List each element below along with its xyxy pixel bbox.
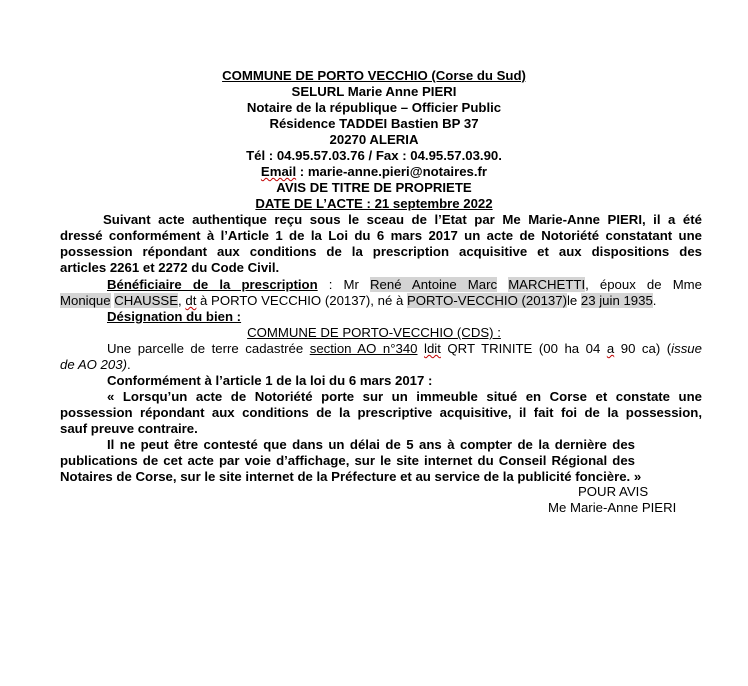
pour-avis: POUR AVIS (578, 484, 649, 499)
postcode-line: 20270 ALERIA (329, 132, 419, 147)
beneficiaire-line-1 (107, 277, 702, 293)
loi-quote-6: Notaires de Corse, sur le site internet de la Préfecture et au service de la publicité foncière. » (60, 469, 642, 484)
tel-fax-line: Tél : 04.95.57.03.76 / Fax : 04.95.57.03.90. (246, 148, 502, 163)
loi-quote-2: possession répondant aux conditions de la prescriptive acquisitive, il fait foi de la possession, (60, 405, 702, 420)
parcelle-issue: issue (671, 341, 702, 356)
parcelle-text-a: Une parcelle de terre cadastrée (107, 341, 310, 356)
beneficiaire-line-2 (60, 293, 656, 309)
intro-line-4: articles 2261 et 2272 du Code Civil. (60, 260, 280, 275)
email-label: Email (260, 164, 297, 179)
loi-quote-4: Il ne peut être contesté que dans un délai de 5 ans à compter de la dernière des (107, 437, 635, 452)
intro-line-3: possession répondant aux conditions de la prescription acquisitive et aux dispositions des (60, 244, 702, 259)
date-naissance: 23 juin 1935 (580, 293, 653, 308)
parcelle-issue-2: de AO 203) (60, 357, 127, 372)
selurl-line: SELURL Marie Anne PIERI (291, 84, 457, 99)
loi-quote-5: publications de cet acte par voie d’affichage, sur le site internet du Conseil Régional des (60, 453, 635, 468)
parcelle-ldit: ldit (424, 341, 441, 356)
parcelle-text-c: 90 ca) ( (614, 341, 672, 356)
le-word: le (566, 293, 581, 308)
loi-quote-1: « Lorsqu’un acte de Notoriété porte sur un immeuble situé en Corse et constate une (107, 389, 702, 404)
conjoint-nom: CHAUSSE (114, 293, 179, 308)
intro-line-2: dressé conformément à l’Article 1 de la Loi du 6 mars 2017 un acte de Notoriété constatant une (60, 228, 702, 243)
loi-quote-3: sauf preuve contraire. (60, 421, 198, 436)
designation-commune: COMMUNE DE PORTO-VECCHIO (CDS) : (247, 325, 501, 340)
notaire-line: Notaire de la république – Officier Public (246, 100, 502, 115)
commune-title: COMMUNE DE PORTO VECCHIO (Corse du Sud) (222, 68, 526, 83)
parcelle-text-b: QRT TRINITE (00 ha 04 (440, 341, 607, 356)
parcelle-line-2 (60, 357, 131, 373)
conjoint-comma: , (178, 293, 186, 308)
parcelle-a: a (606, 341, 615, 356)
parcelle-line-1 (107, 341, 702, 357)
lieu-naissance: PORTO-VECCHIO (20137) (406, 293, 567, 308)
conjoint-prenom: Monique (60, 293, 111, 308)
beneficiaire-label: Bénéficiaire de la prescription (107, 277, 318, 292)
loi-intro: Conformément à l’article 1 de la loi du 6 mars 2017 : (107, 373, 433, 388)
dt-word: dt (185, 293, 197, 308)
avis-title: AVIS DE TITRE DE PROPRIETE (276, 180, 472, 195)
parcelle-section: section AO n°340 (309, 341, 418, 356)
beneficiaire-epoux: , époux de Mme (585, 277, 702, 292)
beneficiaire-nom: MARCHETTI (508, 277, 586, 292)
beneficiaire-prenoms: René Antoine Marc (370, 277, 498, 292)
beneficiaire-colon: : Mr (317, 277, 371, 292)
intro-line-1: Suivant acte authentique reçu sous le sceau de l’Etat par Me Marie-Anne PIERI, il a été (103, 212, 702, 227)
parcelle-end: . (126, 357, 131, 372)
residence-line: Résidence TADDEI Bastien BP 37 (269, 116, 479, 131)
email-line (0, 164, 748, 180)
designation-label: Désignation du bien : (107, 309, 242, 324)
email-value: : marie-anne.pieri@notaires.fr (296, 164, 488, 179)
end-dot: . (652, 293, 657, 308)
date-acte: DATE DE L’ACTE : 21 septembre 2022 (255, 196, 493, 211)
domicile-text: à PORTO VECCHIO (20137), né à (196, 293, 407, 308)
beneficiaire-space (497, 277, 508, 292)
signature: Me Marie-Anne PIERI (548, 500, 677, 515)
